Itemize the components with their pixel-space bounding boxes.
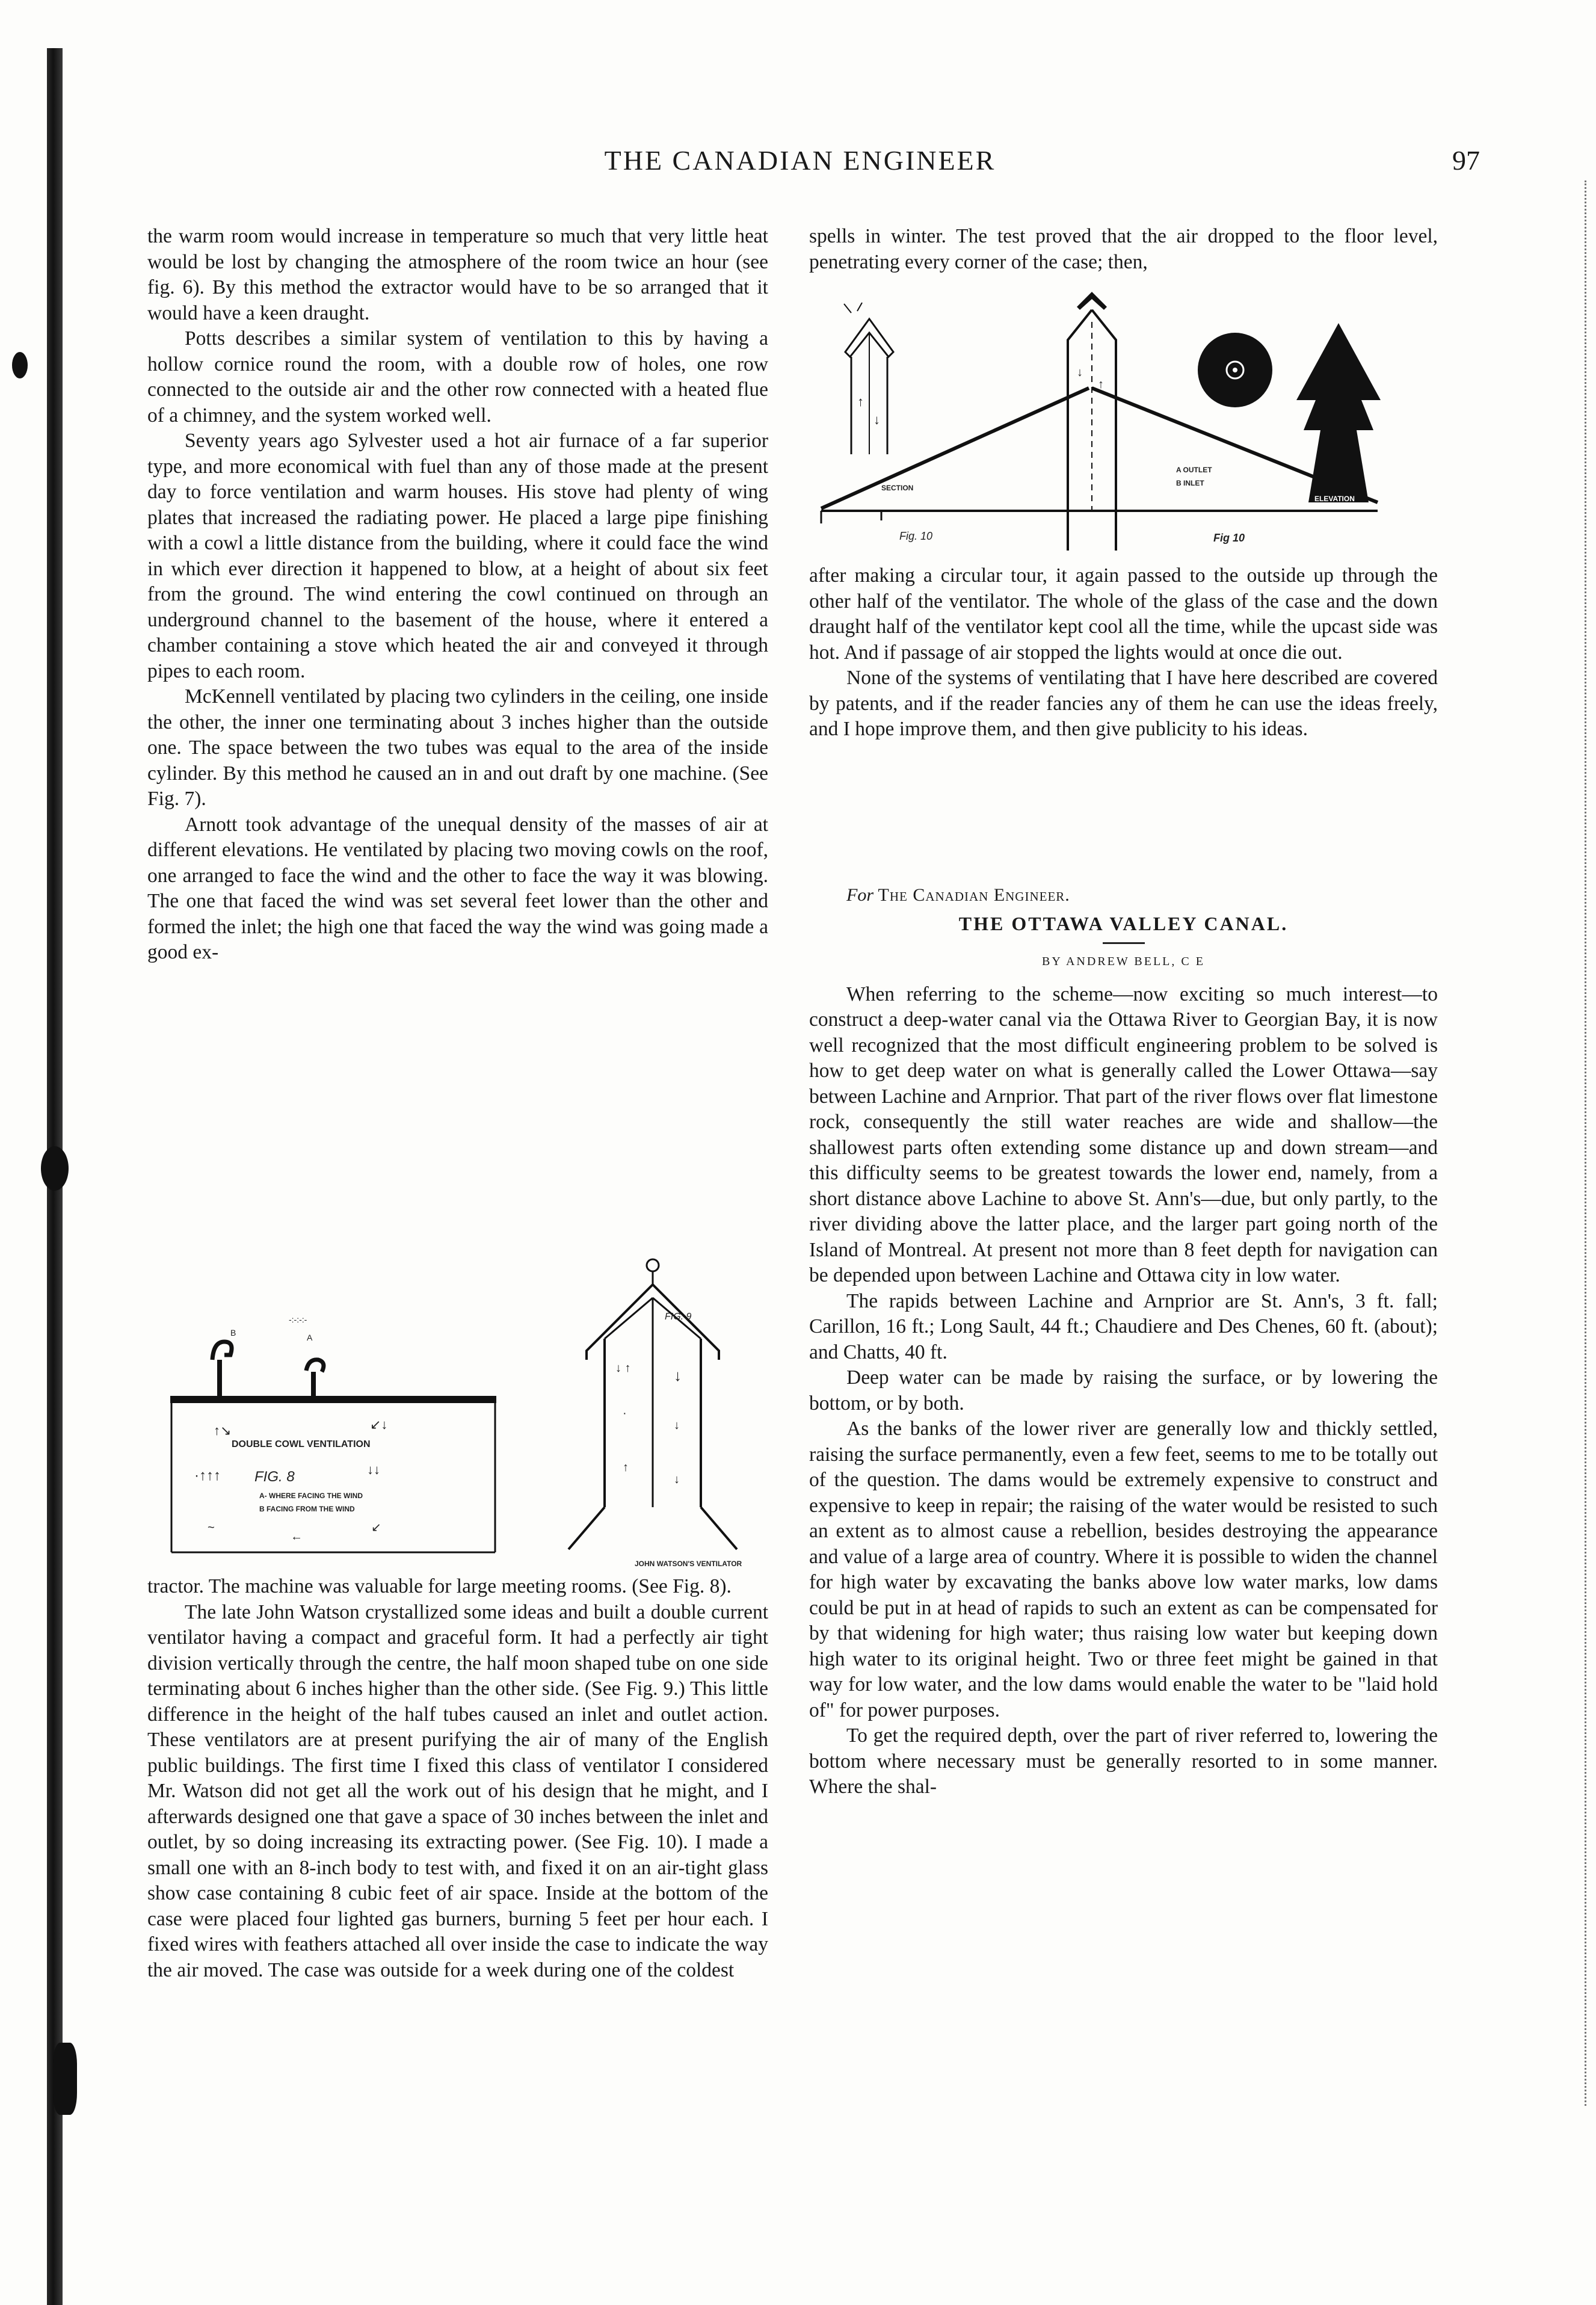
figure-9-watson-ventilator [544, 1254, 785, 1573]
paragraph: Deep water can be made by raising the surface, or by lowering the bottom, or by both. [809, 1366, 1438, 1415]
article-source-line [809, 883, 1438, 909]
paragraph: spells in winter. The test proved that the air dropped to the floor level, penetrating every corner of the case; then, [809, 225, 1438, 273]
fig10-inlet-label: B INLET [1176, 479, 1204, 487]
title-rule [1103, 942, 1145, 944]
right-column-mid [809, 563, 1438, 742]
fig10-fig-label: Fig. 10 [899, 530, 933, 542]
paragraph: tractor. The machine was valuable for large meeting rooms. (See Fig. 8). [147, 1575, 732, 1597]
page-header [120, 144, 1480, 187]
paragraph: Potts describes a similar system of ventilation to this by having a hollow cornice round the room, with a double row of holes, one row connected to the outside air and the other row connected with a heated flue of a chimney, and the system worked well. [147, 327, 768, 427]
paragraph: Seventy years ago Sylvester used a hot air furnace of a far superior type, and more economical with fuel than any of those made at the present day to force ventilation and warm houses. His stove had plenty of wing plates that increased the radiating power. He placed a large pipe finishing with a cowl a little distance from the building, where it could face the wind in which ever direction it happened to blow, at a height of about six feet from the ground. The wind entering the cowl continued on through an underground channel to the basement of the house, where it entered a chamber containing a stove which heated the air and conveyed it through pipes to each room. [147, 430, 768, 682]
fig8-arrow-mark: ↙ [371, 1521, 381, 1534]
fig10-arrow-mark: ↓ [873, 412, 880, 427]
fig10-outlet-label: A OUTLET [1176, 466, 1212, 474]
paragraph: McKennell ventilated by placing two cylinders in the ceiling, one inside the other, the inner one terminating about 3 inches higher than the outside one. The space between the two tubes was equal to the area of the inside cylinder. By this method he caused an in and out draft by one machine. (See Fig. 7). [147, 685, 768, 810]
fig8-letter-b: B [230, 1328, 236, 1338]
fig10-fig-label-right: Fig 10 [1213, 532, 1245, 544]
article-ottawa-valley-canal [809, 883, 1438, 1800]
fig8-arrow-mark: ← [291, 1530, 303, 1543]
fig8-double-cowl-label: DOUBLE COWL VENTILATION [232, 1439, 371, 1449]
article-publication: The Canadian Engineer. [878, 885, 1070, 905]
fig8-wind-marks: -:-:-:- [289, 1315, 307, 1324]
fig8-arrow-mark: ~ [208, 1521, 215, 1534]
paragraph: The rapids between Lachine and Arnprior are St. Ann's, 3 ft. fall; Carillon, 16 ft.; Long Sault, 44 ft.; Chaudiere and Des Chenes, 60 ft. (about); and Chatts, 40 ft. [809, 1289, 1438, 1363]
binding-mark [53, 2043, 77, 2115]
figure-8-double-cowl [147, 1300, 556, 1570]
fig8-legend-a: A- WHERE FACING THE WIND [259, 1492, 363, 1500]
fig9-arrow-mark: ↓ ↑ [615, 1362, 631, 1375]
paragraph: When referring to the scheme—now exciting so much interest—to construct a deep-water canal via the Ottawa River to Georgian Bay, it is now well recognized that the most difficult engineering problem to be solved is how to get deep water on what is generally called the Lower Ottawa—say between Lachine and Arnprior. That part of the river flows over flat limestone rock, consequently the still water reaches are wide and shallow—the shallowest parts often extending some distance up and down stream—and this difficulty seems to be greatest towards the lower end, namely, from a short distance above Lachine to above St. Ann's—due, but only partly, to the river dividing above the latter place, and the larger part going north of the Island of Montreal. At present not more than 8 feet depth for navigation can be depended upon between Lachine and Ottawa city in low water. [809, 983, 1438, 1286]
fig8-arrow-mark: ↓↓ [367, 1462, 380, 1477]
fig8-arrow-mark: ↙↓ [370, 1417, 388, 1432]
left-column-top [147, 224, 768, 966]
fig8-arrows: ·↑↑↑ [194, 1467, 221, 1484]
figure-10-ventilator-test [809, 286, 1441, 560]
right-column-top [809, 224, 1438, 275]
fig8-legend-b: B FACING FROM THE WIND [259, 1505, 355, 1513]
paragraph: after making a circular tour, it again passed to the outside up through the other half of the ventilator. The whole of the glass of the case and the down draught half of the ventilator kept cool all the time, while the upcast side was hot. And if passage of air stopped the lights would at once die out. [809, 564, 1438, 664]
paragraph: the warm room would increase in temperature so much that very little heat would be lost by changing the atmosphere of the room twice an hour (see fig. 6). By this method the extractor would have to be so arranged that it would have a keen draught. [147, 225, 768, 324]
fig9-arrow-mark: ↑ [623, 1461, 629, 1474]
left-column-bottom [147, 1574, 768, 1983]
fig10-arrow-mark: ↓ [1077, 366, 1083, 379]
fig10-section-label: SECTION [881, 484, 914, 492]
fig9-arrow-mark: ↓ [674, 1366, 682, 1384]
article-for-prefix: For [846, 885, 873, 905]
fig9-arrow-mark: ↓ [674, 1419, 680, 1432]
journal-title: THE CANADIAN ENGINEER [604, 145, 996, 176]
paragraph: To get the required depth, over the part of river referred to, lowering the bottom where necessary must be generally resorted to in some manner. Where the shal- [809, 1724, 1438, 1798]
article-title: THE OTTAWA VALLEY CANAL. [958, 912, 1289, 934]
page-edge [1585, 181, 1591, 2106]
binding-mark [12, 352, 28, 378]
page-number: 97 [1452, 145, 1480, 176]
paragraph: Arnott took advantage of the unequal density of the masses of air at different elevations. He ventilated by placing two moving cowls on the roof, one arranged to face the wind and the other to face the way it was blowing. The one that faced the wind was set several feet lower than the other and formed the inlet; the high one that faced the way the wind was going made a good ex- [147, 813, 768, 963]
paragraph: None of the systems of ventilating that I have here described are covered by patents, and if the reader fancies any of them he can use the ideas freely, and I hope improve them, and then give publicity to his ideas. [809, 667, 1438, 740]
fig8-fig-label: FIG. 8 [254, 1469, 295, 1485]
fig8-arrow-mark: ↑↘ [214, 1423, 232, 1438]
fig9-arrow-mark: ↓ [674, 1473, 680, 1486]
fig9-caption: JOHN WATSON'S VENTILATOR [635, 1560, 742, 1568]
fig8-letter-a: A [307, 1333, 313, 1342]
fig10-arrow-mark: ↑ [1098, 378, 1104, 391]
article-byline: BY ANDREW BELL, C E [1042, 955, 1205, 968]
paragraph: The late John Watson crystallized some ideas and built a double current ventilator having a compact and graceful form. It had a perfectly air tight division vertically through the centre, the half moon shaped tube on one side terminating about 6 inches higher than the other side. (See Fig. 9.) This little difference in the height of the half tubes caused an inlet and outlet action. These ventilators are at present purifying the air of many of the English public buildings. The first time I fixed this class of ventilator I considered Mr. Watson did not get all the work out of his design that he might, and I afterwards designed one that gave a space of 30 inches between the inlet and outlet, by so doing increasing its extracting power. (See Fig. 10). I made a small one with an 8-inch body to test with, and fixed it on an air-tight glass show case containing 8 cubic feet of air space. Inside at the bottom of the case were placed four lighted gas burners, burning 5 feet per hour each. I fixed wires with feathers attached all over inside the case to indicate the way the air moved. The case was outside for a week during one of the coldest [147, 1600, 768, 1981]
fig9-arrow-mark: · [623, 1407, 627, 1420]
binding-mark [41, 1146, 69, 1191]
paragraph: As the banks of the lower river are generally low and thickly settled, raising the surface permanently, even a few feet, seems to me to be totally out of the question. The dams would be extremely expensive to construct and expensive to keep in repair; the raising of the water would be resisted to such an extent as to almost cause a rebellion, besides destroying the appearance and value of a large area of country. Where it is possible to widen the channel for high water by excavating the banks above low water marks, low dams could be put in at head of rapids to such an extent as can be compensated for by that widening for high water; thus raising low water but keeping down high water to its original height. Two or three feet might be gained in that way for low water, and the low dams would enable the water to be "laid hold of" for power purposes. [809, 1418, 1438, 1721]
fig9-fig-label: FIG. 9 [665, 1312, 692, 1322]
fig10-arrow-mark: ↑ [857, 394, 864, 409]
fig10-elevation-label: ELEVATION [1314, 495, 1355, 503]
